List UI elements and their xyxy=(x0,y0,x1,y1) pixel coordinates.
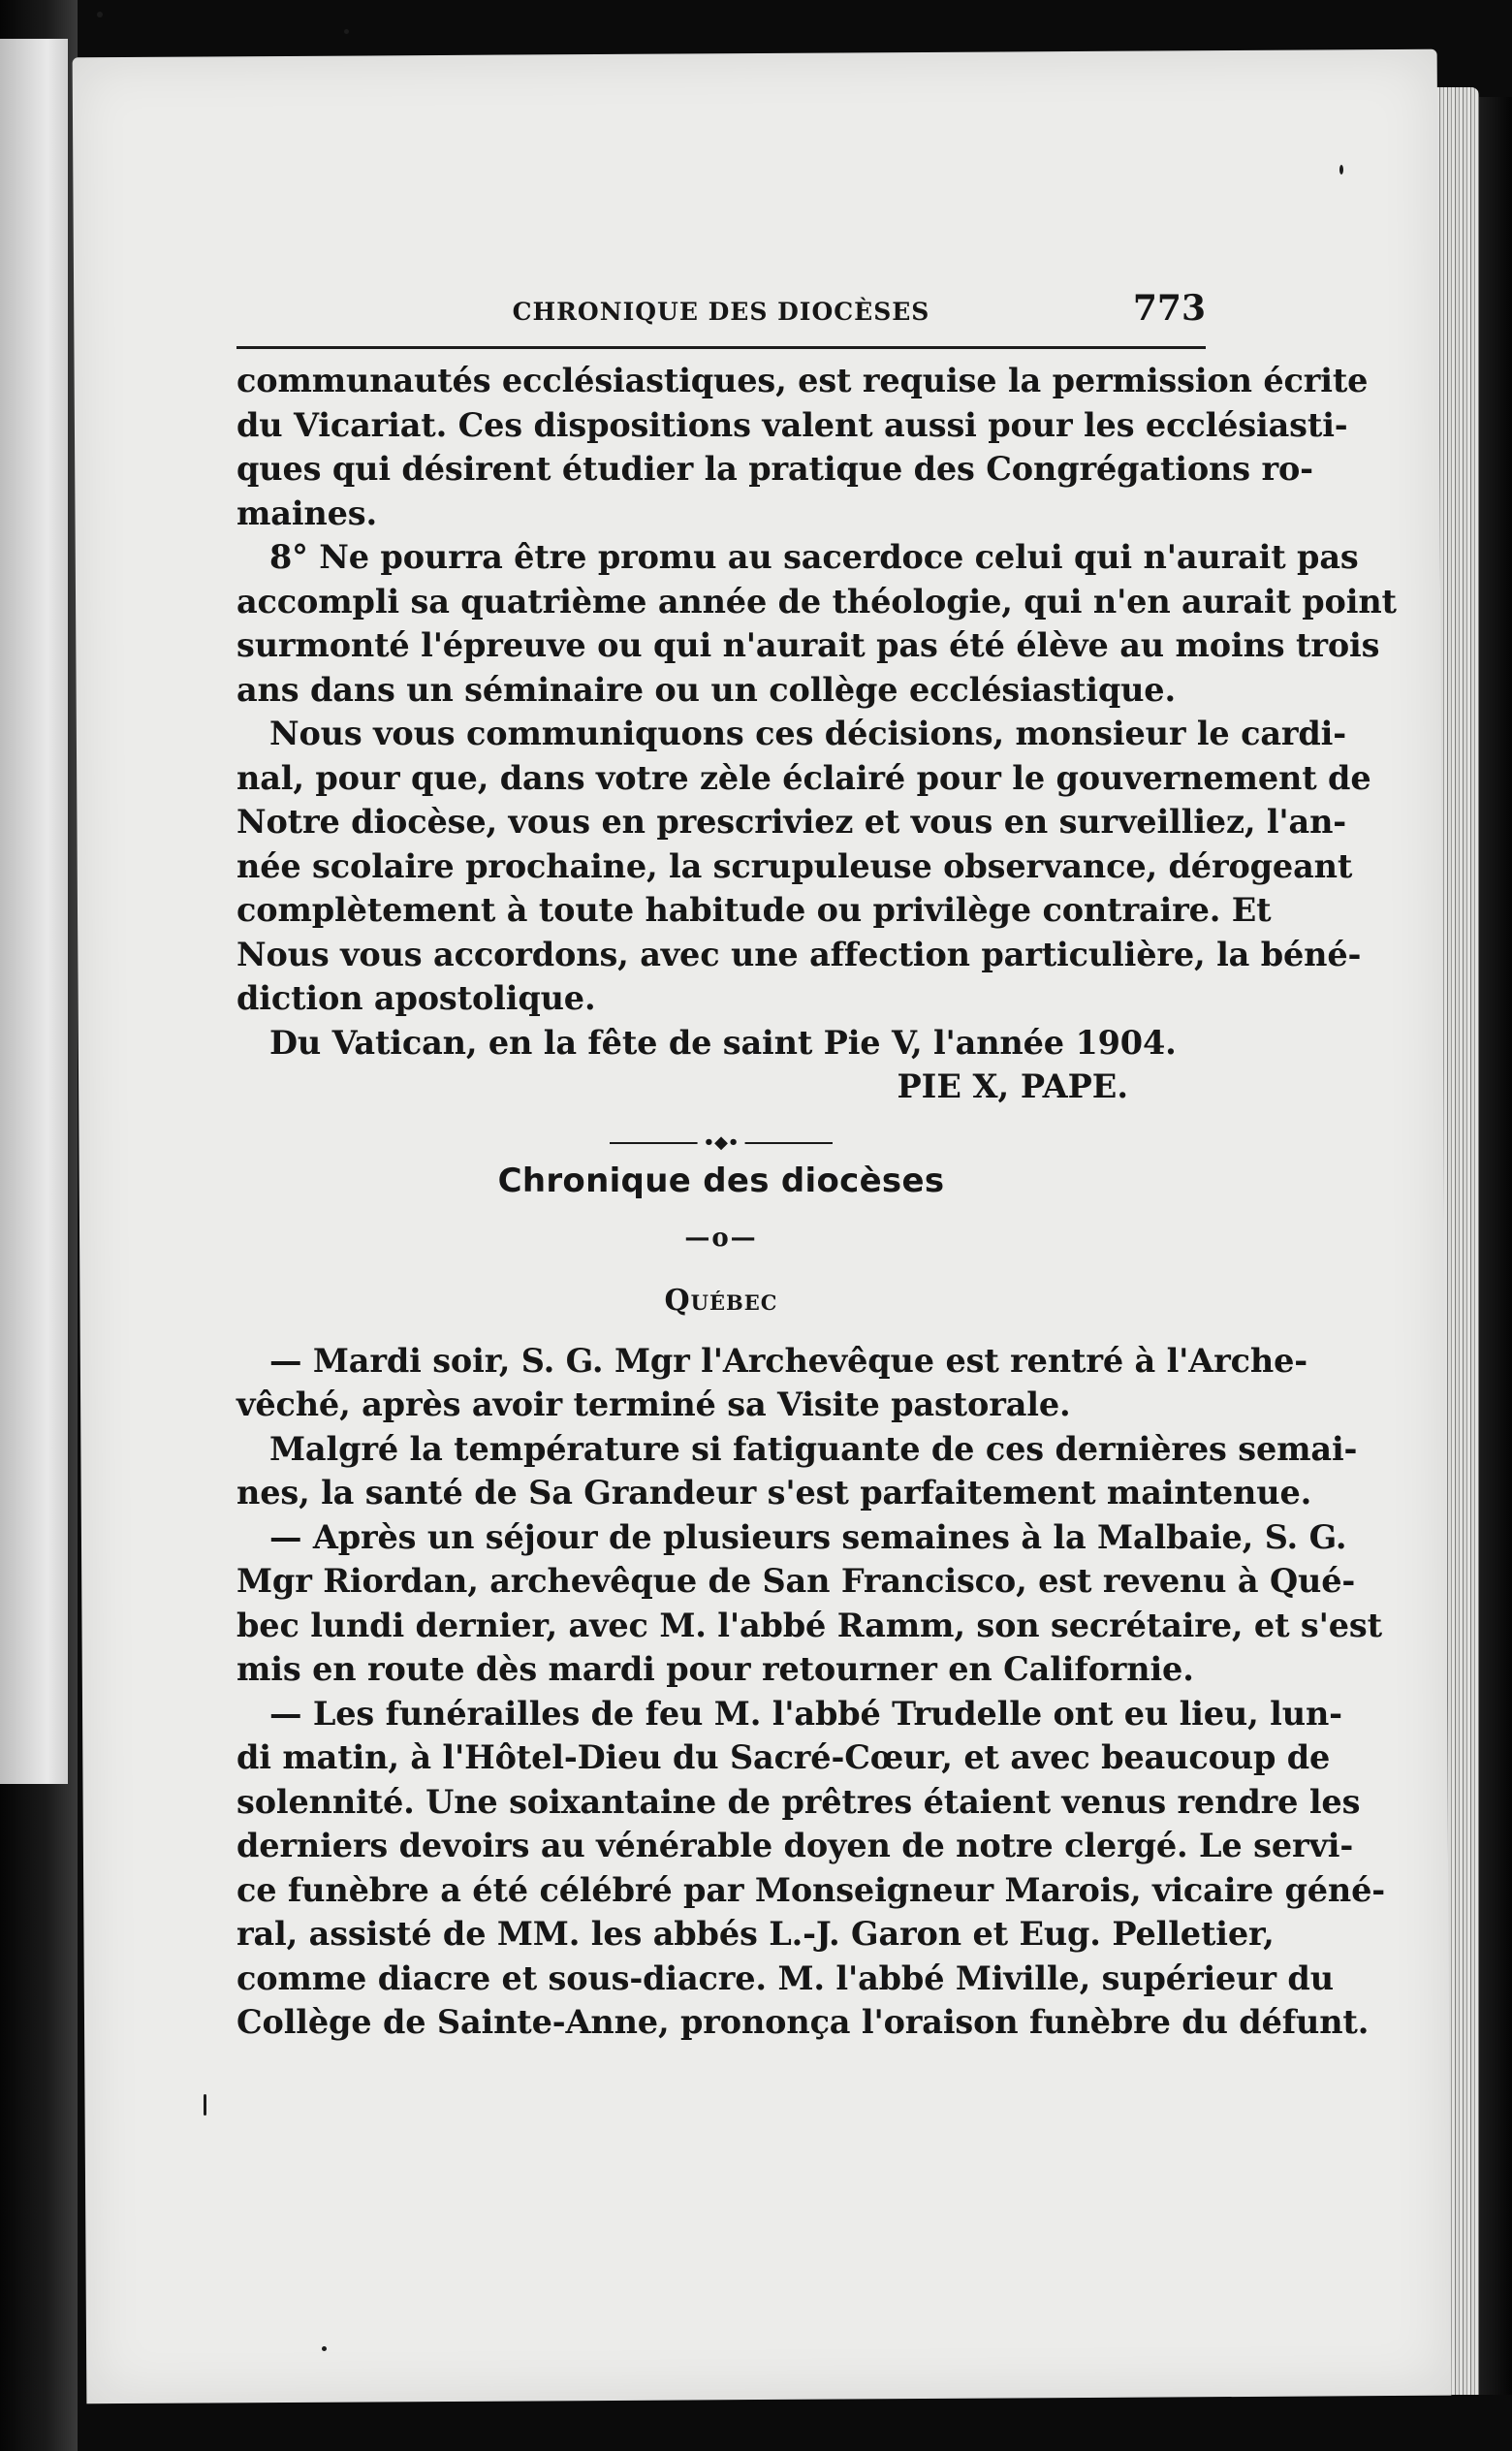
text-line: solennité. Une soixantaine de prêtres étaient venus rendre les xyxy=(236,1782,1361,1821)
text-line: di matin, à l'Hôtel-Dieu du Sacré-Cœur, et avec beaucoup de xyxy=(236,1738,1331,1776)
section-title: Chronique des diocèses xyxy=(497,1161,945,1200)
text-line: ral, assisté de MM. les abbés L.-J. Garon et Eug. Pelletier, xyxy=(236,1915,1275,1953)
diocese-subhead: Québec xyxy=(664,1283,778,1318)
text-line: vêché, après avoir terminé sa Visite pastorale. xyxy=(236,1385,1071,1423)
chronicle-text xyxy=(236,1339,1386,2045)
text-line: maines. xyxy=(236,493,378,532)
chronicle-paragraph-2 xyxy=(236,1427,1358,1515)
text-line: comme diacre et sous-diacre. M. l'abbé Miville, supérieur du xyxy=(236,1958,1334,1997)
section-separator: —o— xyxy=(684,1223,758,1253)
ornament-knot-icon: •◆• xyxy=(698,1136,745,1150)
scan-speck xyxy=(344,29,349,34)
text-line: derniers devoirs au vénérable doyen de notre clergé. Le servi- xyxy=(236,1827,1354,1864)
letter-paragraph-1 xyxy=(236,359,1369,535)
text-line: ques qui désirent étudier la pratique des Congrégations ro- xyxy=(236,450,1313,488)
text-line: du Vicariat. Ces dispositions valent aussi pour les ecclésiasti- xyxy=(236,405,1348,444)
text-line: ce funèbre a été célébré par Monseigneur Marois, vicaire géné- xyxy=(236,1870,1386,1909)
text-line: Nous vous accordons, avec une affection particulière, la béné- xyxy=(236,935,1362,973)
text-line: née scolaire prochaine, la scrupuleuse observance, dérogeant xyxy=(236,846,1353,885)
text-line: ans dans un séminaire ou un collège ecclésiastique. xyxy=(236,670,1176,709)
book-shadow xyxy=(1479,97,1512,2395)
text-line: mis en route dès mardi pour retourner en Californie. xyxy=(236,1650,1194,1688)
header-rule xyxy=(236,346,1206,349)
text-line: Nous vous communiquons ces décisions, monsieur le cardi- xyxy=(269,715,1347,752)
section-ornament xyxy=(610,1131,833,1153)
text-line: — Après un séjour de plusieurs semaines à la Malbaie, S. G. xyxy=(269,1517,1347,1556)
text-line: surmonté l'épreuve ou qui n'aurait pas été élève au moins trois xyxy=(236,626,1380,664)
text-line: communautés ecclésiastiques, est requise la permission écrite xyxy=(236,362,1369,399)
scan-speck xyxy=(1339,165,1343,175)
text-line: bec lundi dernier, avec M. l'abbé Ramm, son secrétaire, et s'est xyxy=(236,1606,1382,1644)
scan-speck xyxy=(204,2094,206,2116)
text-line: Mgr Riordan, archevêque de San Francisco, est revenu à Qué- xyxy=(236,1562,1356,1600)
chronicle-paragraph-1 xyxy=(236,1339,1307,1427)
text-line: — Mardi soir, S. G. Mgr l'Archevêque est rentré à l'Arche- xyxy=(269,1341,1307,1380)
text-line: diction apostolique. xyxy=(236,979,596,1017)
text-line: 8° Ne pourra être promu au sacerdoce celui qui n'aurait pas xyxy=(269,538,1359,576)
letter-paragraph-4 xyxy=(236,1021,1206,1066)
text-line: Malgré la température si fatiguante de ces dernières semai- xyxy=(269,1429,1358,1468)
text-line: Collège de Sainte-Anne, prononça l'oraison funèbre du défunt. xyxy=(236,2003,1370,2041)
text-line: Du Vatican, en la fête de saint Pie V, l'année 1904. xyxy=(269,1023,1177,1062)
text-line: Notre diocèse, vous en prescriviez et vous en surveilliez, l'an- xyxy=(236,803,1347,841)
letter-end xyxy=(236,359,1397,1109)
scan-speck xyxy=(322,2346,327,2351)
scan-speck xyxy=(97,12,103,17)
text-line: accompli sa quatrième année de théologie, qui n'en aurait point xyxy=(236,582,1397,621)
text-line: nal, pour que, dans votre zèle éclairé pour le gouvernement de xyxy=(236,758,1371,797)
text-line: nes, la santé de Sa Grandeur s'est parfaitement maintenue. xyxy=(236,1474,1312,1512)
running-title: CHRONIQUE DES DIOCÈSES xyxy=(512,298,930,326)
facing-page-strip xyxy=(0,39,68,1784)
signature: PIE X, PAPE. xyxy=(897,1067,1128,1105)
text-line: — Les funérailles de feu M. l'abbé Trudelle ont eu lieu, lun- xyxy=(269,1694,1342,1733)
chronicle-paragraph-3 xyxy=(236,1515,1382,1692)
letter-paragraph-3 xyxy=(236,712,1371,1021)
chronicle-paragraph-4 xyxy=(236,1692,1386,2045)
page-number: 773 xyxy=(1132,288,1206,329)
running-head xyxy=(236,286,1206,336)
letter-paragraph-2 xyxy=(236,535,1397,712)
text-line: complètement à toute habitude ou privilège contraire. Et xyxy=(236,891,1272,929)
page-content xyxy=(236,286,1397,2045)
facing-page-edge xyxy=(0,0,78,2451)
